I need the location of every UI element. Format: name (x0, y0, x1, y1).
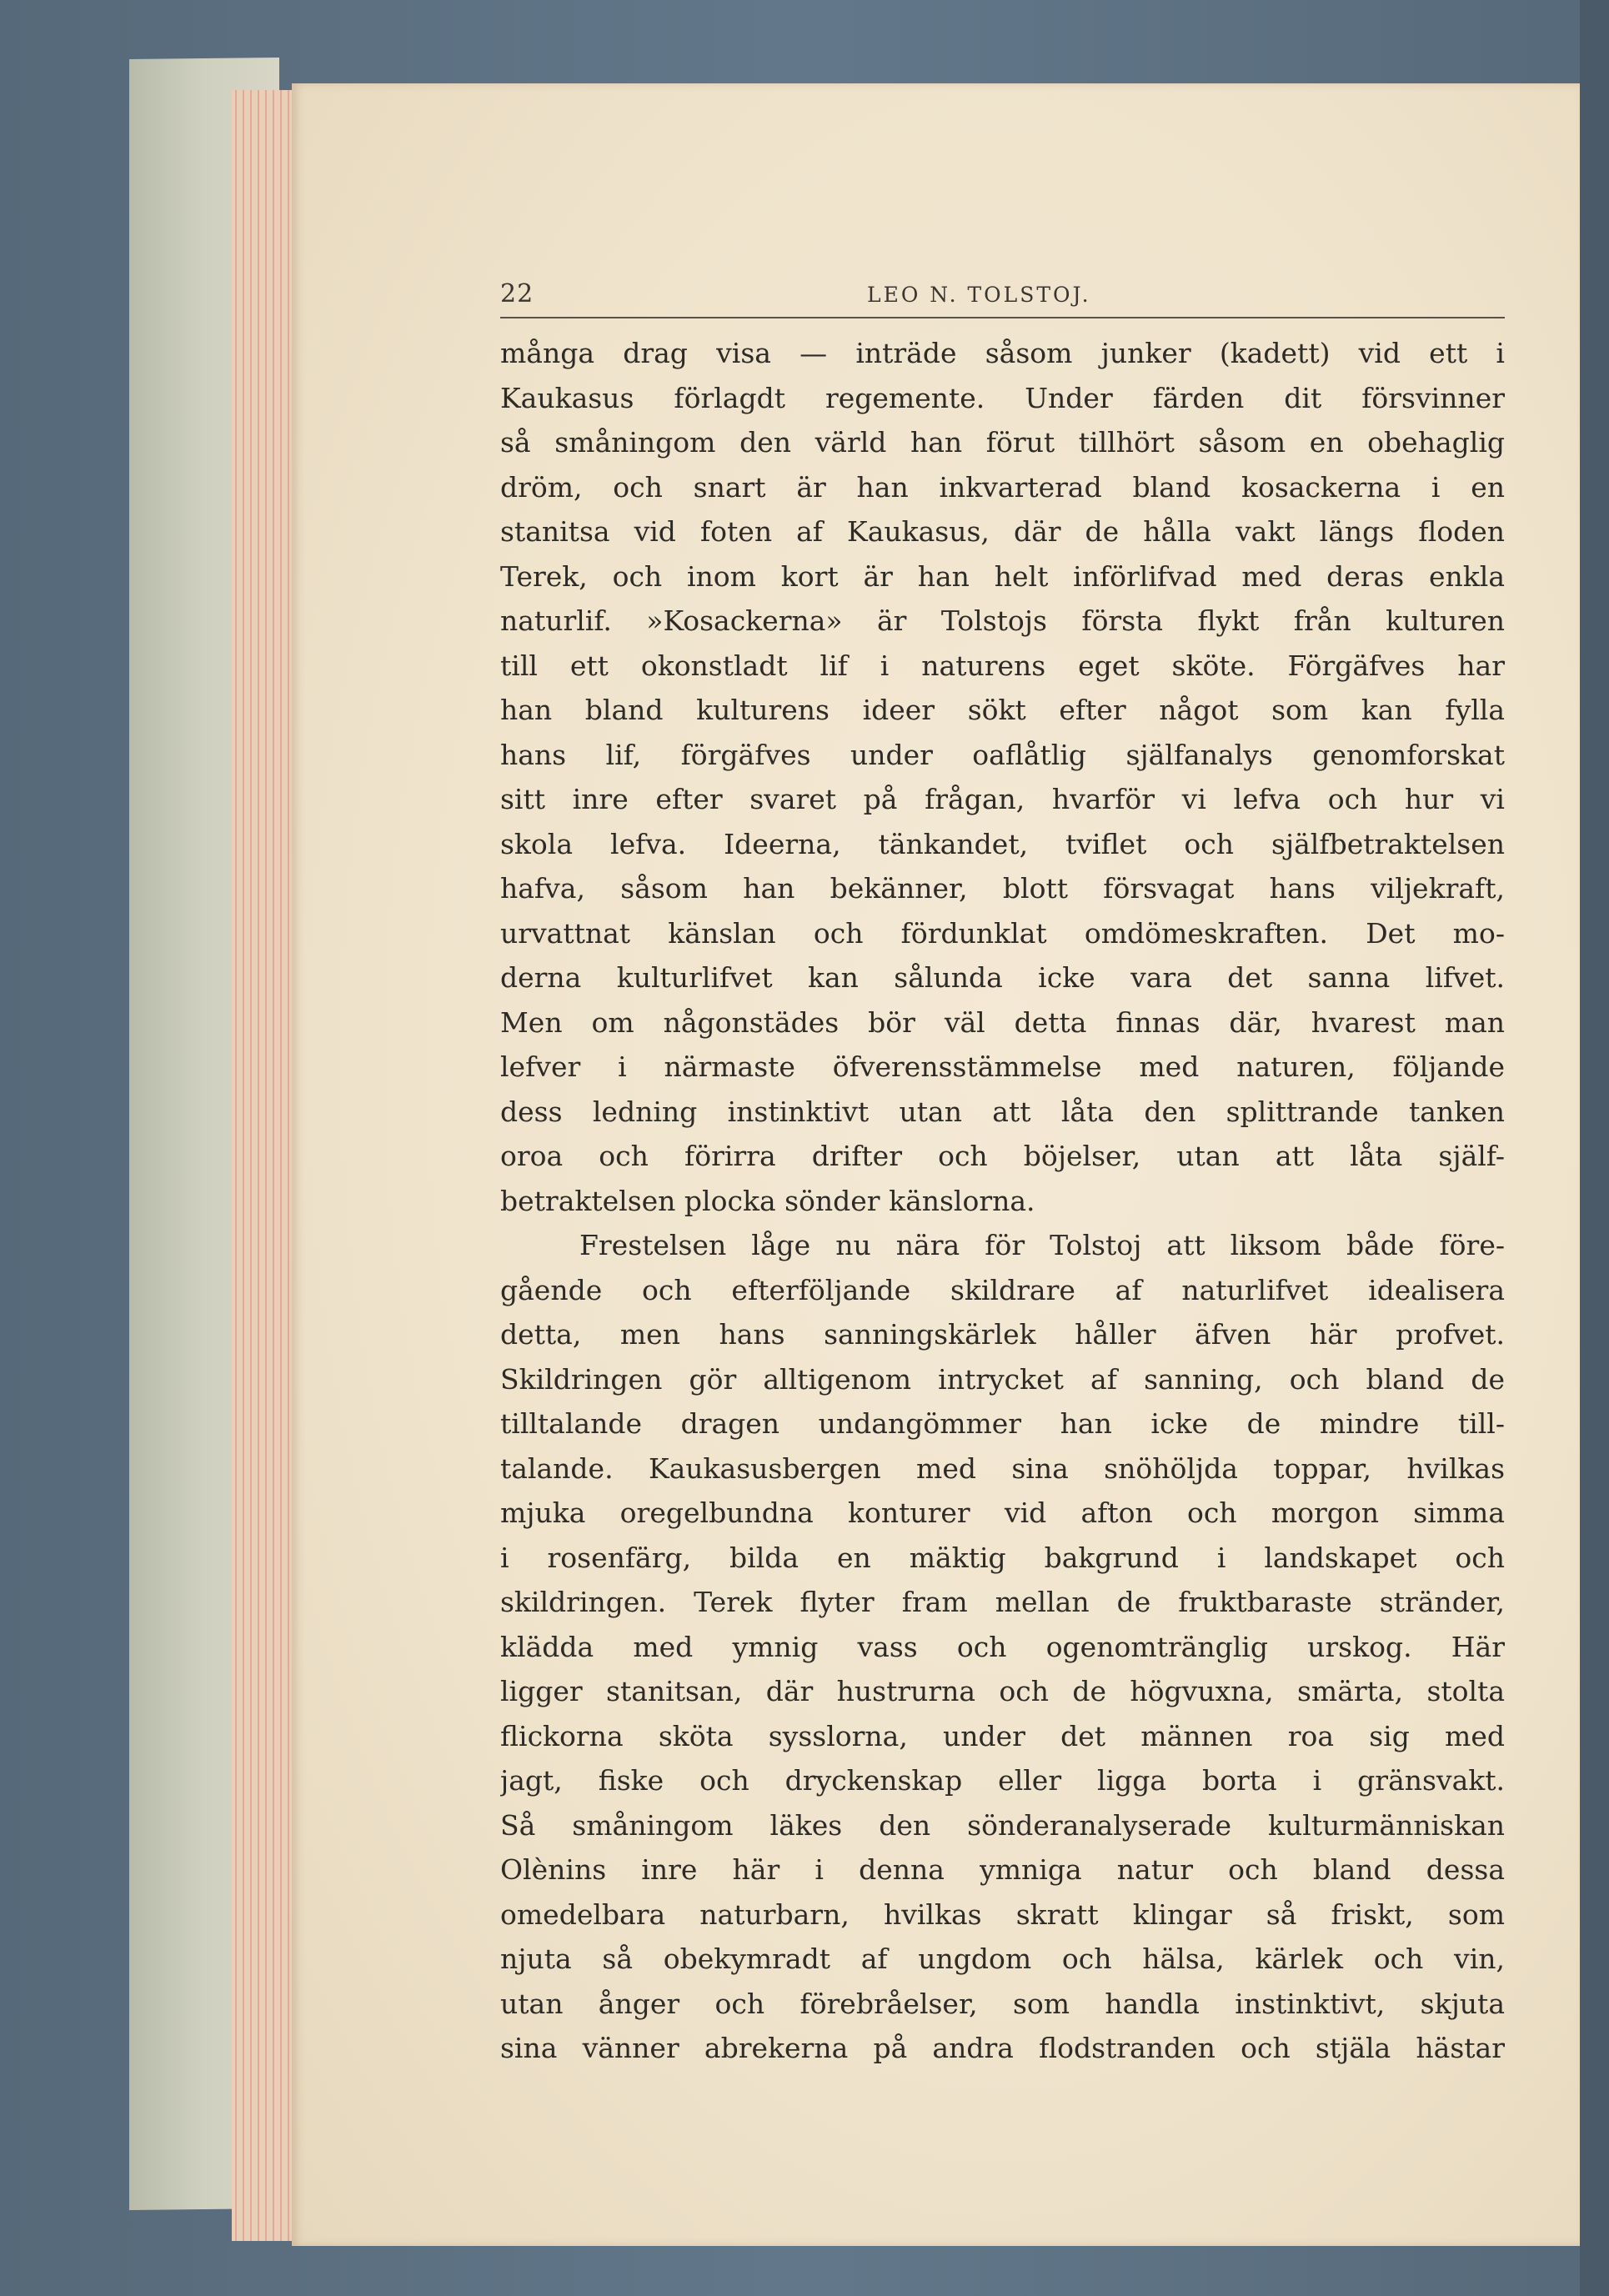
text-line: han bland kulturens ideer sökt efter något som kan fylla (500, 694, 1505, 726)
text-line: många drag visa — inträde såsom junker (kadett) vid ett i (500, 337, 1505, 369)
text-line: Terek, och inom kort är han helt införlifvad med deras enkla (500, 559, 1505, 593)
text-line: gående och efterföljande skildrare af naturlifvet idealisera (500, 1273, 1505, 1306)
text-line: klädda med ymnig vass och ogenomtränglig urskog. Här (500, 1630, 1505, 1663)
paragraph-end-line: betraktelsen plocka sönder känslorna. (500, 1184, 1035, 1217)
paragraph-start-line: Frestelsen låge nu nära för Tolstoj att liksom både före- (579, 1229, 1505, 1261)
page-number: 22 (500, 279, 534, 308)
text-line: dess ledning instinktivt utan att låta den splittrande tanken (500, 1095, 1505, 1128)
text-line: så småningom den värld han förut tillhört såsom en obehaglig (500, 426, 1505, 459)
text-line: Skildringen gör alltigenom intrycket af sanning, och bland de (500, 1362, 1505, 1396)
scan-right-margin (1580, 0, 1609, 2296)
text-line: jagt, fiske och dryckenskap eller ligga borta i gränsvakt. (500, 1764, 1505, 1797)
text-line: Så småningom läkes den sönderanalyserade kulturmänniskan (500, 1808, 1505, 1842)
text-line: flickorna sköta sysslorna, under det männen roa sig med (500, 1719, 1505, 1752)
text-line: naturlif. »Kosackerna» är Tolstojs första flykt från kulturen (500, 604, 1505, 637)
running-head: LEO N. TOLSTOJ. (867, 283, 1091, 307)
page-header (500, 279, 1505, 313)
text-line: i rosenfärg, bilda en mäktig bakgrund i landskapet och (500, 1541, 1505, 1574)
text-line: ligger stanitsan, där hustrurna och de högvuxna, smärta, stolta (500, 1675, 1505, 1707)
text-line: skola lefva. Ideerna, tänkandet, tviflet och själfbetraktelsen (500, 827, 1505, 860)
text-line: Kaukasus förlagdt regemente. Under färden dit försvinner (500, 381, 1505, 414)
text-line: detta, men hans sanningskärlek håller äfven här profvet. (500, 1318, 1505, 1351)
text-line: oroa och förirra drifter och böjelser, utan att låta själf- (500, 1140, 1505, 1172)
text-line: sina vänner abrekerna på andra flodstranden och stjäla hästar (500, 2032, 1505, 2064)
text-line: stanitsa vid foten af Kaukasus, där de hålla vakt längs floden (500, 515, 1505, 548)
text-line: utan ånger och förebråelser, som handla instinktivt, skjuta (500, 1987, 1505, 2020)
text-line: derna kulturlifvet kan sålunda icke vara det sanna lifvet. (500, 961, 1505, 994)
text-line: omedelbara naturbarn, hvilkas skratt klingar så friskt, som (500, 1897, 1505, 1931)
page-stack-edges (232, 90, 298, 2241)
text-line: mjuka oregelbundna konturer vid afton och morgon simma (500, 1496, 1505, 1529)
text-line: hans lif, förgäfves under oaflåtlig själfanalys genomforskat (500, 738, 1505, 771)
text-line: lefver i närmaste öfverensstämmelse med naturen, följande (500, 1050, 1505, 1083)
text-line: sitt inre efter svaret på frågan, hvarför vi lefva och hur vi (500, 783, 1505, 815)
text-line: skildringen. Terek flyter fram mellan de fruktbaraste stränder, (500, 1586, 1505, 1618)
text-line: till ett okonstladt lif i naturens eget sköte. Förgäfves har (500, 649, 1505, 682)
text-line: Men om någonstädes bör väl detta finnas där, hvarest man (500, 1005, 1505, 1039)
text-line: Olènins inre här i denna ymniga natur och bland dessa (500, 1853, 1505, 1886)
header-rule (500, 317, 1505, 318)
text-line: hafva, såsom han bekänner, blott försvagat hans viljekraft, (500, 872, 1505, 905)
text-line: tilltalande dragen undangömmer han icke de mindre till- (500, 1407, 1505, 1440)
text-line: urvattnat känslan och fördunklat omdömeskraften. Det mo- (500, 916, 1505, 950)
text-line: talande. Kaukasusbergen med sina snöhöljda toppar, hvilkas (500, 1451, 1505, 1485)
text-line: dröm, och snart är han inkvarterad bland kosackerna i en (500, 470, 1505, 504)
body-text (500, 331, 1505, 2071)
text-line: njuta så obekymradt af ungdom och hälsa, kärlek och vin, (500, 1943, 1505, 1975)
